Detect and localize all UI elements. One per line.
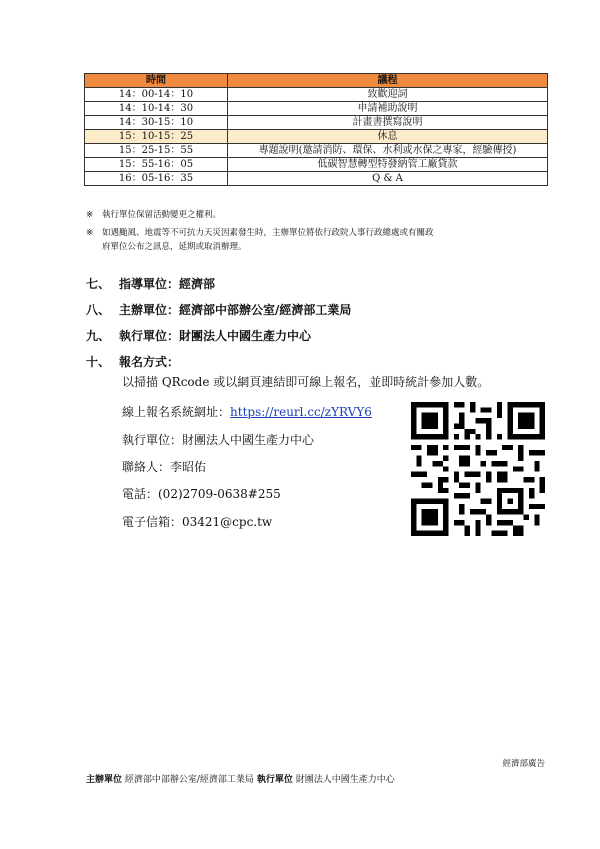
time-cell: 14：00-14：10 [85, 88, 228, 102]
ad-label: 經濟部廣告 [502, 759, 545, 769]
table-row [85, 116, 548, 130]
table-row [85, 88, 548, 102]
email-line: 電子信箱：03421@cpc.tw [122, 515, 273, 529]
section-number: 十、 [86, 355, 111, 369]
table-row [85, 144, 548, 158]
note-2-line1: 如遇颱風、地震等不可抗力天災因素發生時，主辦單位將依行政院人事行政總處或有關政 [102, 228, 434, 238]
section-organizer [86, 302, 351, 318]
agenda-header-row [85, 74, 548, 88]
time-cell: 15：25-15：55 [85, 144, 228, 158]
time-cell: 15：10-15：25 [85, 130, 228, 144]
section-text: 主辦單位：經濟部中部辦公室/經濟部工業局 [119, 303, 352, 317]
agenda-cell: 專題說明(邀請消防、環保、水利或水保之專家，經驗傳授) [228, 144, 548, 158]
note-1-text: 執行單位保留活動變更之權利。 [102, 210, 222, 220]
section-registration [86, 354, 179, 370]
section-text: 報名方式： [119, 355, 180, 369]
footer [86, 772, 395, 785]
section-executor [86, 328, 311, 344]
registration-intro: 以掃描 QRcode 或以網頁連結即可線上報名，並即時統計參加人數。 [122, 375, 490, 389]
footer-executor-label: 執行單位 [256, 775, 293, 785]
agenda-column-header: 議程 [228, 74, 548, 88]
agenda-cell: 計畫書撰寫說明 [228, 116, 548, 130]
time-cell: 16：05-16：35 [85, 172, 228, 186]
section-advisor [86, 276, 215, 292]
time-cell: 14：10-14：30 [85, 102, 228, 116]
note-2-line2: 府單位公布之訊息，延期或取消辦理。 [102, 242, 247, 252]
note-1 [86, 208, 221, 222]
footer-organizer-label: 主辦單位 [86, 775, 123, 785]
agenda-table [84, 73, 548, 186]
table-row [85, 158, 548, 172]
executor-line: 執行單位：財團法人中國生產力中心 [122, 433, 315, 447]
time-column-header: 時間 [85, 74, 228, 88]
agenda-cell: Q & A [228, 172, 548, 186]
registration-url-line [122, 404, 372, 420]
contact-line: 聯絡人：李昭佑 [122, 460, 207, 474]
qr-code-icon[interactable] [411, 402, 545, 536]
note-mark: ※ [86, 210, 94, 220]
agenda-cell: 休息 [228, 130, 548, 144]
section-number: 七、 [86, 277, 111, 291]
agenda-cell: 申請補助說明 [228, 102, 548, 116]
table-row [85, 102, 548, 116]
agenda-cell: 低碳智慧轉型特發納管工廠貸款 [228, 158, 548, 172]
time-cell: 15：55-16：05 [85, 158, 228, 172]
table-row [85, 172, 548, 186]
section-text: 指導單位：經濟部 [119, 277, 216, 291]
section-number: 九、 [86, 329, 111, 343]
agenda-cell: 致歡迎詞 [228, 88, 548, 102]
note-mark: ※ [86, 228, 94, 238]
time-cell: 14：30-15：10 [85, 116, 228, 130]
url-label: 線上報名系統網址： [122, 405, 231, 419]
phone-line: 電話：(02)2709-0638#255 [122, 487, 281, 501]
section-text: 執行單位：財團法人中國生產力中心 [119, 329, 312, 343]
footer-executor: 財團法人中國生產力中心 [295, 775, 395, 785]
note-2 [86, 226, 556, 254]
registration-link[interactable]: https://reurl.cc/zYRVY6 [230, 405, 372, 419]
footer-organizer: 經濟部中部辦公室/經濟部工業局 [124, 775, 254, 785]
section-number: 八、 [86, 303, 111, 317]
table-row-break [85, 130, 548, 144]
